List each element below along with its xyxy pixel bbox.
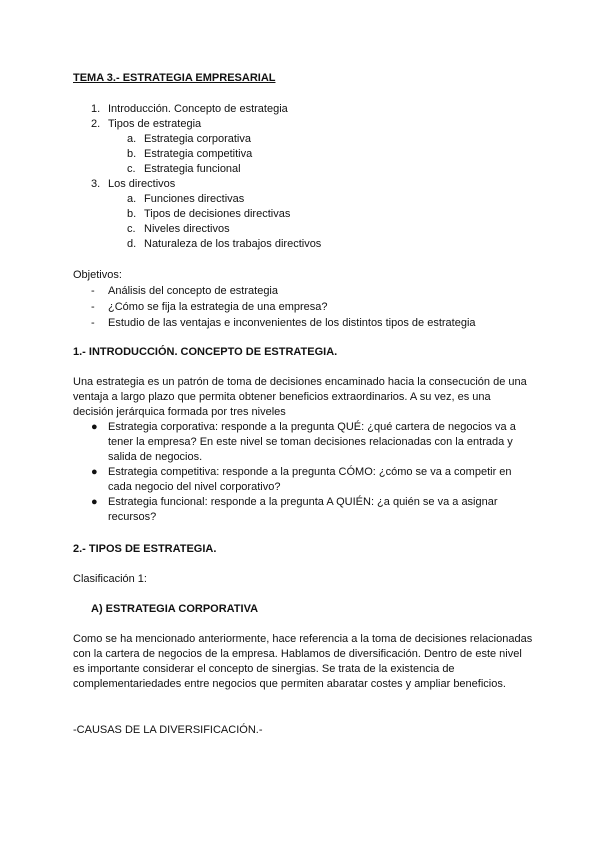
toc-subitem: d. Naturaleza de los trabajos directivos (127, 238, 322, 250)
objetivos-label: Objetivos: (73, 269, 122, 281)
table-of-contents (91, 102, 321, 252)
list-item: ● Estrategia corporativa: responde a la pregunta QUÉ: ¿qué cartera de negocios va a tener la empresa? En este nivel se toman decisiones relacionadas con la entrada y salida de negocios. (91, 421, 516, 463)
toc-item: 3. Los directivos (91, 178, 176, 190)
objetivos-list (91, 284, 476, 332)
toc-subitem: c. Estrategia funcional (127, 163, 241, 175)
section-1-bullets (91, 420, 531, 525)
list-item: - Análisis del concepto de estrategia (91, 285, 278, 297)
list-item: ● Estrategia competitiva: responde a la pregunta CÓMO: ¿cómo se va a competir en cada negocio del nivel corporativo? (91, 466, 512, 493)
section-1-paragraph: Una estrategia es un patrón de toma de decisiones encaminado hacia la consecución de una ventaja a largo plazo que permita obtener beneficios extraordinarios. A su vez, es una decisión jerárquica formada por tres niveles (73, 376, 527, 418)
toc-subitem: a. Funciones directivas (127, 193, 245, 205)
toc-subitem: c. Niveles directivos (127, 223, 230, 235)
causas-heading: -CAUSAS DE LA DIVERSIFICACIÓN.- (73, 724, 263, 736)
section-1-heading: 1.- INTRODUCCIÓN. CONCEPTO DE ESTRATEGIA. (73, 346, 338, 358)
toc-item: 1. Introducción. Concepto de estrategia (91, 103, 288, 115)
document-title: TEMA 3.- ESTRATEGIA EMPRESARIAL (73, 72, 276, 84)
toc-item: 2. Tipos de estrategia (91, 118, 202, 130)
list-item: ● Estrategia funcional: responde a la pregunta A QUIÉN: ¿a quién se va a asignar recursos? (91, 496, 498, 523)
section-2-paragraph: Como se ha mencionado anteriormente, hace referencia a la toma de decisiones relacionadas con la cartera de negocios de la empresa. Hablamos de diversificación. Dentro de este nivel es importante considerar el concepto de sinergias. Se trata de la existencia de complementariedades entre negocios que permiten abaratar costes y ampliar beneficios. (73, 633, 533, 690)
section-2-subheading: A) ESTRATEGIA CORPORATIVA (91, 603, 259, 615)
clasificacion-label: Clasificación 1: (73, 573, 147, 585)
toc-subitem: b. Tipos de decisiones directivas (127, 208, 291, 220)
section-2-heading: 2.- TIPOS DE ESTRATEGIA. (73, 543, 217, 555)
list-item: - Estudio de las ventajas e inconvenientes de los distintos tipos de estrategia (91, 317, 476, 329)
list-item: - ¿Cómo se fija la estrategia de una empresa? (91, 301, 328, 313)
toc-subitem: a. Estrategia corporativa (127, 133, 251, 145)
toc-subitem: b. Estrategia competitiva (127, 148, 253, 160)
